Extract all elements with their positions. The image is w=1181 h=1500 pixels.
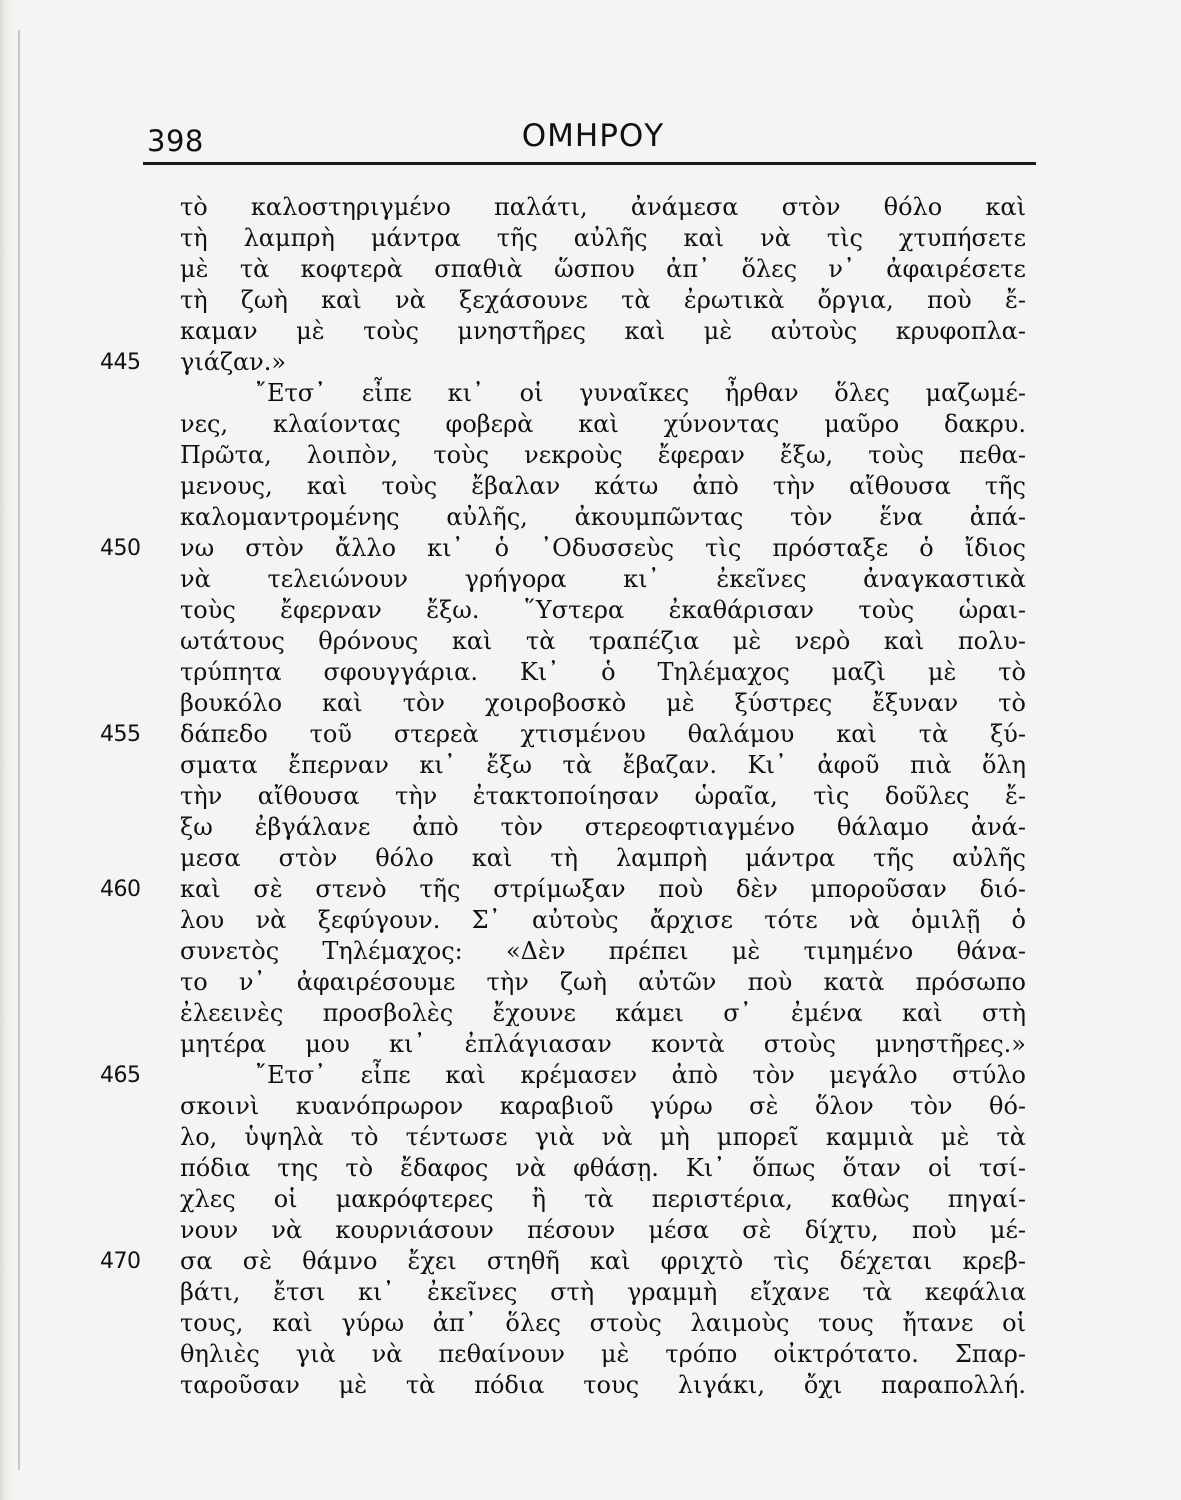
text-line [100,440,1040,471]
text-line [100,1308,1040,1339]
text-line [100,471,1040,502]
line-text: γιάζαν.» [180,348,287,376]
line-text: το ν᾿ ἀφαιρέσουμε τὴν ζωὴ αὐτῶν ποὺ κατὰ πρόσωπο [180,968,1026,996]
page-edge [0,0,14,1500]
text-line [100,1029,1040,1060]
text-line [100,657,1040,688]
line-text: συνετὸς Τηλέμαχος: «Δὲν πρέπει μὲ τιμημένο θάνα- [180,937,1026,965]
text-line [100,1122,1040,1153]
text-line [100,1184,1040,1215]
text-line [100,192,1040,223]
line-text: μενους, καὶ τοὺς ἔβαλαν κάτω ἀπὸ τὴν αἴθουσα τῆς [180,472,1026,500]
text-line [100,843,1040,874]
page-edge-line [18,30,20,1470]
text-line [100,285,1040,316]
line-text: μὲ τὰ κοφτερὰ σπαθιὰ ὥσπου ἀπ᾿ ὅλες ν᾿ ἀφαιρέσετε [180,255,1026,283]
line-text: σκοινὶ κυανόπρωρον καραβιοῦ γύρω σὲ ὅλον τὸν θό- [180,1092,1026,1120]
text-line [100,750,1040,781]
line-text: λου νὰ ξεφύγουν. Σ᾿ αὐτοὺς ἄρχισε τότε νὰ ὁμιλῇ ὁ [180,906,1026,934]
line-text: πόδια της τὸ ἔδαφος νὰ φθάσῃ. Κι᾿ ὅπως ὅταν οἱ τσί- [180,1154,1026,1182]
line-text: ξω ἐβγάλανε ἀπὸ τὸν στερεοφτιαγμένο θάλαμο ἀνά- [180,813,1026,841]
header-rule [143,162,1036,165]
line-text: Πρῶτα, λοιπὸν, τοὺς νεκροὺς ἔφεραν ἔξω, τοὺς πεθα- [180,441,1026,469]
line-number: 450 [100,536,141,561]
line-text: λο, ὑψηλὰ τὸ τέντωσε γιὰ νὰ μὴ μπορεῖ καμμιὰ μὲ τὰ [180,1123,1026,1151]
line-text: νω στὸν ἄλλο κι᾿ ὁ ᾿Οδυσσεὺς τὶς πρόσταξε ὁ ἴδιος [180,534,1026,562]
line-text: καμαν μὲ τοὺς μνηστῆρες καὶ μὲ αὐτοὺς κρυφοπλα- [180,317,1026,345]
line-text: σματα ἔπερναν κι᾿ ἔξω τὰ ἔβαζαν. Κι᾿ ἀφοῦ πιὰ ὅλη [180,751,1026,779]
line-text: ῎Ετσ᾿ εἶπε κι᾿ οἱ γυναῖκες ἦρθαν ὅλες μαζωμέ- [255,379,1026,407]
line-text: καὶ σὲ στενὸ τῆς στρίμωξαν ποὺ δὲν μποροῦσαν διό- [180,875,1026,903]
page-header [143,112,1036,172]
line-text: τὴ ζωὴ καὶ νὰ ξεχάσουνε τὰ ἐρωτικὰ ὄργια, ποὺ ἔ- [180,286,1026,314]
line-text: βάτι, ἔτσι κι᾿ ἐκεῖνες στὴ γραμμὴ εἴχανε τὰ κεφάλια [180,1278,1026,1306]
body-text [100,192,1040,1401]
text-line [100,533,1040,564]
line-text: νὰ τελειώνουν γρήγορα κι᾿ ἐκεῖνες ἀναγκαστικὰ [180,565,1026,593]
line-text: τρύπητα σφουγγάρια. Κι᾿ ὁ Τηλέμαχος μαζὶ μὲ τὸ [180,658,1026,686]
line-text: χλες οἱ μακρόφτερες ἢ τὰ περιστέρια, καθὼς πηγαί- [180,1185,1026,1213]
line-text: μητέρα μου κι᾿ ἐπλάγιασαν κοντὰ στοὺς μνηστῆρες.» [180,1030,1026,1058]
text-line [100,998,1040,1029]
line-number: 460 [100,877,141,902]
text-line [100,936,1040,967]
text-line [100,781,1040,812]
text-line [100,1370,1040,1401]
text-line [100,409,1040,440]
line-number: 455 [100,722,141,747]
line-text: ἐλεεινὲς προσβολὲς ἔχουνε κάμει σ᾿ ἐμένα καὶ στὴ [180,999,1026,1027]
text-line [100,223,1040,254]
text-line [100,688,1040,719]
line-text: βουκόλο καὶ τὸν χοιροβοσκὸ μὲ ξύστρες ἔξυναν τὸ [180,689,1026,717]
text-line [100,626,1040,657]
text-line [100,1277,1040,1308]
line-text: ταροῦσαν μὲ τὰ πόδια τους λιγάκι, ὄχι παραπολλή. [180,1371,1026,1399]
text-line [100,595,1040,626]
page-number: 398 [147,124,204,158]
line-text: τὴν αἴθουσα τὴν ἐτακτοποίησαν ὡραῖα, τὶς δοῦλες ἔ- [180,782,1026,810]
text-line [100,347,1040,378]
text-line [100,1246,1040,1277]
line-text: δάπεδο τοῦ στερεὰ χτισμένου θαλάμου καὶ τὰ ξύ- [180,720,1026,748]
line-text: σα σὲ θάμνο ἔχει στηθῆ καὶ φριχτὸ τὶς δέχεται κρεβ- [180,1247,1026,1275]
line-number: 470 [100,1249,141,1274]
line-text: καλομαντρομένης αὐλῆς, ἀκουμπῶντας τὸν ἕνα ἀπά- [180,503,1026,531]
text-line [100,905,1040,936]
text-line [100,1060,1040,1091]
text-line [100,564,1040,595]
running-title: ΟΜΗΡΟΥ [521,118,665,154]
line-number: 445 [100,350,141,375]
line-text: θηλιὲς γιὰ νὰ πεθαίνουν μὲ τρόπο οἰκτρότατο. Σπαρ- [180,1340,1026,1368]
text-line [100,502,1040,533]
line-text: τὴ λαμπρὴ μάντρα τῆς αὐλῆς καὶ νὰ τὶς χτυπήσετε [180,224,1026,252]
line-text: τους, καὶ γύρω ἀπ᾿ ὅλες στοὺς λαιμοὺς τους ἤτανε οἱ [180,1309,1026,1337]
text-line [100,378,1040,409]
text-line [100,1091,1040,1122]
line-text: ῎Ετσ᾿ εἶπε καὶ κρέμασεν ἀπὸ τὸν μεγάλο στύλο [255,1061,1026,1089]
text-line [100,874,1040,905]
text-line [100,1215,1040,1246]
text-line [100,1339,1040,1370]
text-line [100,719,1040,750]
line-number: 465 [100,1063,141,1088]
line-text: ωτάτους θρόνους καὶ τὰ τραπέζια μὲ νερὸ καὶ πολυ- [180,627,1026,655]
line-text: νες, κλαίοντας φοβερὰ καὶ χύνοντας μαῦρο δακρυ. [180,410,1026,438]
line-text: τὸ καλοστηριγμένο παλάτι, ἀνάμεσα στὸν θόλο καὶ [180,193,1026,221]
text-line [100,254,1040,285]
line-text: τοὺς ἔφερναν ἔξω. ῞Υστερα ἐκαθάρισαν τοὺς ὡραι- [180,596,1026,624]
text-line [100,967,1040,998]
text-line [100,316,1040,347]
text-line [100,1153,1040,1184]
text-line [100,812,1040,843]
line-text: νουν νὰ κουρνιάσουν πέσουν μέσα σὲ δίχτυ, ποὺ μέ- [180,1216,1026,1244]
line-text: μεσα στὸν θόλο καὶ τὴ λαμπρὴ μάντρα τῆς αὐλῆς [180,844,1026,872]
